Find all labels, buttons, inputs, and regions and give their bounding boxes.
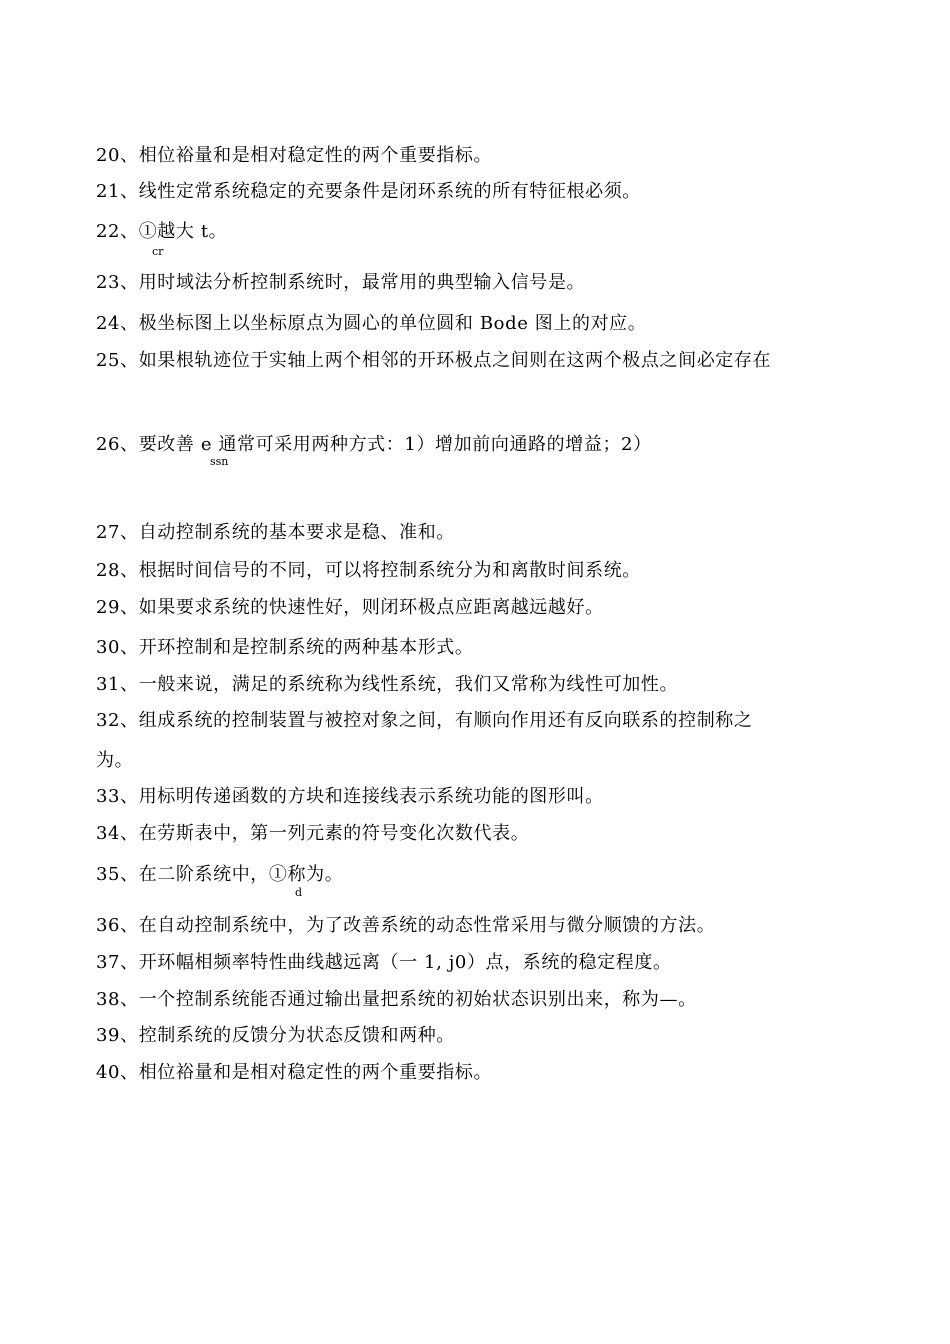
question-34: 34、在劳斯表中，第一列元素的符号变化次数代表。 [96,823,530,844]
question-22: 22、①越大 t。 [96,221,228,242]
question-38: 38、一个控制系统能否通过输出量把系统的初始状态识别出来，称为—。 [96,989,697,1010]
question-30: 30、开环控制和是控制系统的两种基本形式。 [96,637,474,658]
question-24: 24、极坐标图上以坐标原点为圆心的单位圆和 Bode 图上的对应。 [96,313,647,334]
question-31: 31、一般来说，满足的系统称为线性系统，我们又常称为线性可加性。 [96,674,679,695]
question-22-subscript: cr [152,245,164,258]
question-35-subscript: d [295,886,303,899]
question-32-continuation: 为。 [96,750,134,771]
question-20: 20、相位裕量和是相对稳定性的两个重要指标。 [96,145,493,166]
question-23: 23、用时域法分析控制系统时，最常用的典型输入信号是。 [96,272,586,293]
question-27: 27、自动控制系统的基本要求是稳、准和。 [96,522,455,543]
question-40: 40、相位裕量和是相对稳定性的两个重要指标。 [96,1062,493,1083]
question-32: 32、组成系统的控制装置与被控对象之间，有顺向作用还有反向联系的控制称之 [96,710,753,731]
question-37: 37、开环幅相频率特性曲线越远离（一 1, j0）点，系统的稳定程度。 [96,952,672,973]
question-26: 26、要改善 e 通常可采用两种方式：1）增加前向通路的增益；2） [96,434,652,455]
question-33: 33、用标明传递函数的方块和连接线表示系统功能的图形叫。 [96,786,604,807]
question-29: 29、如果要求系统的快速性好，则闭环极点应距离越远越好。 [96,597,604,618]
question-39: 39、控制系统的反馈分为状态反馈和两种。 [96,1025,455,1046]
question-21: 21、线性定常系统稳定的充要条件是闭环系统的所有特征根必须。 [96,181,641,202]
question-25: 25、如果根轨迹位于实轴上两个相邻的开环极点之间则在这两个极点之间必定存在 [96,350,772,371]
question-36: 36、在自动控制系统中，为了改善系统的动态性常采用与微分顺馈的方法。 [96,915,716,936]
question-35: 35、在二阶系统中，①称为。 [96,864,344,885]
question-26-subscript: ssn [210,455,229,468]
question-28: 28、根据时间信号的不同，可以将控制系统分为和离散时间系统。 [96,560,641,581]
